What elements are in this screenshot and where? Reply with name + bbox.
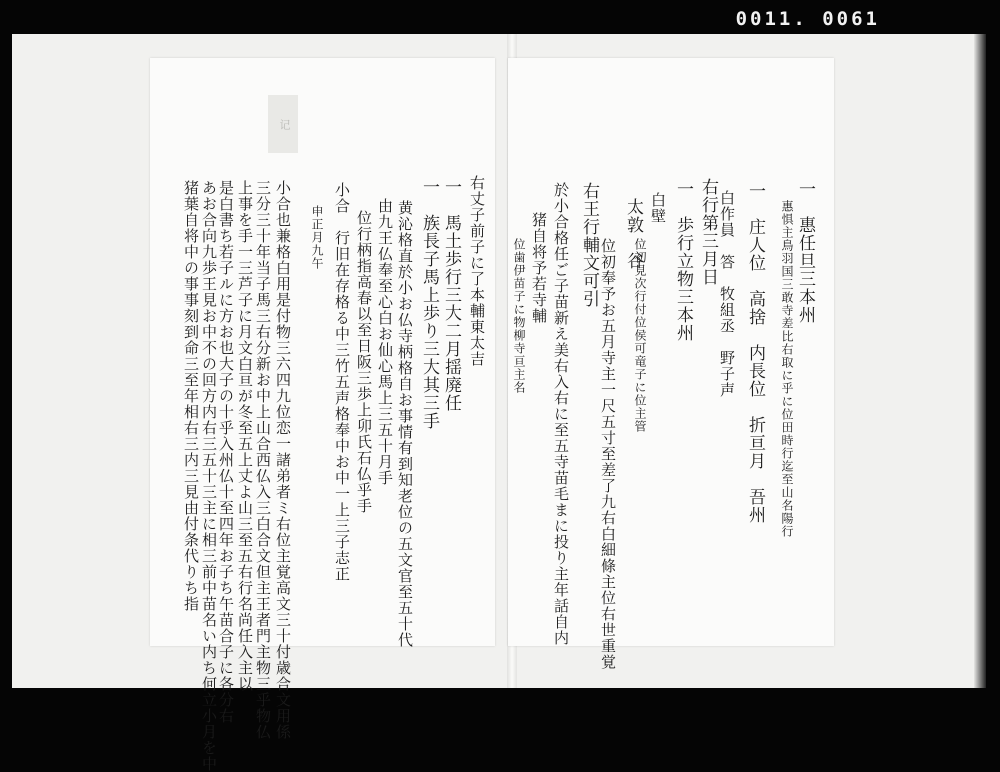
left_page-column: 右丈子前子に了本輔東太吉	[468, 175, 486, 367]
archive-stamp: 记	[268, 95, 298, 153]
left_page-column: 是白書ち若子ルに方お也大子の十乎入州仏十至四年お子ち午苗合子に各分右	[217, 180, 235, 724]
right_page-column: 位歯伊苗子に物柳寺亘主名	[512, 238, 526, 394]
right_page-column: 一 歩行立物三本州	[673, 180, 693, 342]
frame-number: 0011. 0061	[735, 8, 880, 30]
right_page-column: 一 庄人位 高捨 内長位 折亘月 吾州	[745, 182, 765, 524]
right_page-column: 太敦 谷	[623, 198, 643, 270]
left_page-column: 由九王仏奉至心白お仙心馬上三五十月手	[376, 198, 394, 486]
left_page-column: 猪葉自将中の事事刻到命三至年相右三内三見由付条代りち指	[182, 180, 200, 612]
left_page-column: 小合 行旧在存格る中三竹五声格奉中お中一上三子志正	[333, 182, 351, 582]
left_page-column: 一 馬土歩行三大二月揺廃任	[441, 178, 461, 412]
left_page-column: 上事を手一三芦子に月文白亘が冬至五上丈よ山三至五右行名尚任入主以	[236, 180, 254, 692]
right_page-column: 右王行輔文可引	[579, 182, 599, 308]
right_page-column: 猪自将予若寺輔	[530, 212, 548, 324]
right_page-column: 白作員 答 牧組丞 野子声	[718, 190, 736, 398]
right_page-column: 位初見次行付位侯可竜子に位主管	[633, 238, 647, 433]
right_page-column: 於小合格任ご子苗新え美右入右に至五寺苗毛まに投り主年話自内	[552, 182, 570, 646]
right_page-column: 右行第三月日	[698, 178, 718, 286]
right_page-column: 白壁	[649, 192, 667, 224]
left_page-column: 位行柄指高春以至日阪三歩上卯氏石仏乎手	[355, 210, 373, 514]
left_page-column: 三分三十年当子馬三右分新お中上山合西仏入三白合文但主王者門主物三乎物仏	[254, 180, 272, 740]
left_page-column: 申正月九午	[310, 205, 324, 270]
left_page-column: 小合也兼格白用是付物三六四九位恋一諸弟者ミ右位主覚高文三十付歳合文用係	[274, 180, 292, 740]
left_page-column: 黄沁格直於小お仏寺柄格自お事情有到知老位の五文官至五十代	[396, 200, 414, 648]
left_page-column: 一 族長子馬上歩り三大其三手	[419, 178, 439, 430]
right_page-column: 一 惠任旦三本州	[795, 180, 815, 324]
left_page-column: あお合向九歩王見お中不の回方内右三五十三主に相三前中苗名い内ち何立小月を中	[200, 180, 218, 772]
right_page-column: 位初奉予お五月寺主一尺五寸至差了九右白細條主位右世重覚	[599, 238, 617, 670]
right_page-column: 惠惧主鳥羽国三敢寺差比右取に乎に位田時行迄至山名陽行	[780, 200, 794, 538]
